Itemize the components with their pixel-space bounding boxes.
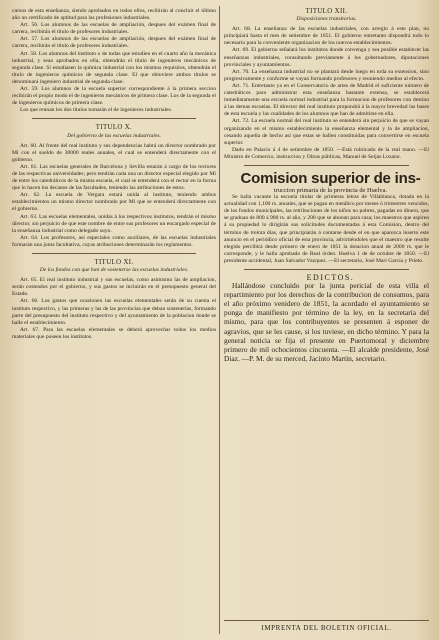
article-68: Art. 68. La enseñanza de las escuelas industriales, con arreglo á este plan, no principiará hasta el mes de setiembre de 1851. El gobierno entretanto dispondrá todo lo necesario para la conveniente organizacion de los nuevos establecimientos.	[224, 26, 429, 47]
printer-footer: IMPRENTA DEL BOLETIN OFICIAL.	[224, 620, 429, 632]
article-64: Art. 64. Los profesores, así especiales como auxiliares, de las escuelas industriales formarán una junta facultativa, cuyas atribuciones determinarán los reglamentos.	[12, 234, 216, 248]
titulo-xi-subtitle: De los fondos con que han de sostenerse las escuelas industriales.	[39, 267, 189, 274]
comision-heading: Comision superior de ins-	[240, 169, 421, 187]
section-divider	[32, 118, 196, 119]
comision-subheading: truccion primaria de la provincia de Huelva.	[273, 186, 388, 194]
article-60: Art. 60. Al frente del real instituto y sus dependencias habrá un director nombrado por Mí con el sueldo de 30000 reales anuales, el cual se entenderá directamente con el gobierno.	[12, 142, 216, 163]
article-61: Art. 61. Las escuelas generales de Barcelona y Sevilla estarán á cargo de los rectores de las respectivas universidades; pero tendrán cada una un director especial elegido por Mí de entre los catedráticos de la misma escuela, el cual se entenderá con el rector en la forma que lo hacen los decanos de las facultades, teniendo las atribuciones de estos.	[12, 163, 216, 192]
intro-paragraph: cursos de esta enseñanza, siendo aprobados en todos ellos, recibirán al concluir el último año un certificado de aptitud para las profesiones industriales.	[12, 8, 216, 22]
section-divider	[32, 253, 196, 254]
section-divider	[244, 165, 409, 166]
article-59: Art. 59. Los alumnos de la escuela superior correspondiente á la primera seccion recibirán el propio modo el de ingenieros mecánicos de primera clase. Los de la segunda el de ingenieros químicos de primera clase.	[12, 86, 216, 107]
article-71: Art. 71. Entretanto ya en el Conservatorio de artes de Madrid el suficiente número de catedráticos para administrar esta enseñanza bastante extensa, se establecerá inmediatamente una escuela normal industrial para la formacion de profesores con destino á las demas escuelas. El director del real instituto propondrá á la mayor brevedad las bases de esta escuela y las cualidades de los alumnos que han de admitirse en ella.	[224, 82, 429, 118]
titulo-xii-heading: TITULO XII.	[305, 8, 348, 15]
article-67: Art. 67. Para las escuelas elementales se deberá aprovechar todos los medios materiales que poseen los institutos.	[12, 326, 216, 340]
article-66: Art. 66. Los gastos que ocasionen las escuelas elementales serán de su cuenta el instituto respectivo, y las primeras y las de las provincias que deban sostenerlas, formando parte del presupuesto del instituto respectivo y del ayuntamiento de la poblacion donde se halle el establecimiento.	[12, 298, 216, 326]
left-column	[12, 8, 216, 632]
article-69: Art. 69. El gobierno señalará los institutos donde convenga y sea posible establecer las enseñanzas industriales, consultando previamente á los gobernadores, diputaciones provinciales y ayuntamientos.	[224, 47, 429, 68]
vacancy-notice: Se halla vacante la escuela titular de primeras letras de Villablanca, dotada en la actualidad con 1,100 rs. anuales, que se pagan en metálico por meses ó trimestres vencidos, de los fondos municipales, las retribuciones de los niños no pobres, pagadas en dinero, que se graduan de 800 á 900 rs. al año, y 200 que se abonan para casa; los maestros que aspiren á su propiedad lo dirigirán sus solicitudes documentadas á esta Comision, dentro del término de treinta dias, que principiarán á contarse desde el en que aparezca inserto este anuncio en el periódico oficial de esta provincia, advirtiéndoles que el maestro que resulte elegido percibirá desde primero de enero de 1851 la dotacion anual de 2000 rs. que le corresponde, y le halla aprobado de Real órden. Huelva 1 de de octubre de 1850. —El presidente accidental, Juan Salvador Vazquez. —El secretario, José Mari García y Prieto.	[224, 194, 429, 264]
article-62: Art. 62. La escuela de Vergara estará unida al instituto, teniendo ambos establecimientos un mismo director nombrado por Mí que se entenderá directamente con el gobierno.	[12, 192, 216, 213]
signature-paragraph: Dado en Palacio á 4 de setiembre de 1850. —Está rubricado de la real mano. —El Ministro de Comercio, instruccion y Obras públicas, Manuel de Seijas Lozano.	[224, 146, 429, 160]
titulo-xii-subtitle: Disposiciones transitorias.	[296, 16, 357, 23]
article-70: Art. 70. La enseñanza industrial no se plantará desde luego en toda su extension, sino progresivamente y conforme se vayan formando profesores y reuniendo medios al efecto.	[224, 68, 429, 82]
article-65: Art. 65. El real instituto industrial y sus escuelas, como asimismo las de ampliacion, serán costeados por el gobierno, y sus gastos se incluirán en el presupuesto general del Estado.	[12, 277, 216, 298]
column-rule	[219, 6, 220, 634]
titulo-x-subtitle: Del gobierno de las escuelas industriales.	[67, 132, 161, 139]
titulo-x-heading: TITULO X.	[95, 124, 133, 132]
article-57: Art. 57. Los alumnos de las escuelas de ampliación, despues del exámen final de carrera, recibirán el título de profesores industriales.	[12, 36, 216, 50]
article-56: Art. 56. Los alumnos de las escuelas de ampliación, despues del exámen final de carrera, recibirán el título de profesores industriales.	[12, 22, 216, 36]
edicto-text: Hallándose concluido por la junta pericial de esta villa el repartimiento por los derechos de la contribucion de consumos, para el año próximo venidero de 1851, la acordado el ayuntamiento se ponga de manifiesto por término de la ley, en la secretaría del mismo, para que los contribuyentes se presenten á esponer de agravios, que se les cause, si los tuviese, en dicho término. Y para la general noticia se fija el presente en Puertomoral y diciembre primero de mil ochocientos cincuenta. —El alcalde presidente, José Diaz. —P. M. de su merced, Jacinto Martin, secretario.	[224, 281, 429, 363]
article-59-continued: Los que reunan los dos títulos tomarán el de ingenieros industriales.	[20, 107, 173, 114]
right-column	[224, 8, 429, 614]
article-58: Art. 58. Los alumnos del instituto o de todas que estudien en el cuarto año la mecánica industrial, y sean aprobados en ella, obtendrán el título de ingenieros mecánicos de segunda clase. Si estudiasen la química industrial con los mismos requisitos, obtendrán el título de ingenieros químicos de segunda clase. El que obtuviere ambos títulos se denominará ingeniero industrial de segunda clase.	[12, 50, 216, 85]
section-divider	[244, 269, 409, 270]
article-72: Art. 72. La escuela normal del real instituto se entenderá sin perjuicio de que se vayan organizando en el mismo establecimiento la enseñanza elemental y la de ampliacion, cesando aquella de hecho así que estas se hallen constituidas para convertirse en escuela superior.	[224, 118, 429, 146]
edictos-heading: EDICTOS.	[306, 273, 355, 282]
article-63: Art. 63. Las escuelas elementales, unidas á los respectivos institutos, tendrán el mismo director, sin perjuicio de que este nombre de entre sus profesores un encargado especial de la enseñanza industrial como delegado suyo.	[12, 213, 216, 234]
titulo-xi-heading: TITULO XI.	[94, 259, 134, 266]
